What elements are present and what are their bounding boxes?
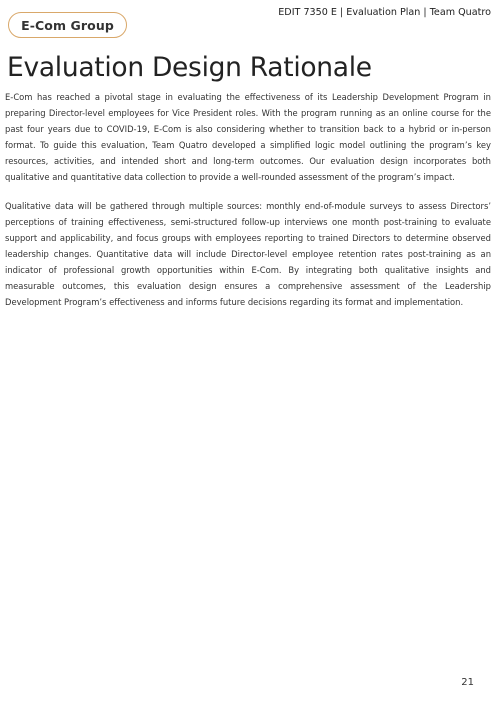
paragraph-data-collection: Qualitative data will be gathered through multiple sources: monthly end-of-module surveys to assess Directors’ perceptions of training effectiveness, semi-structured follow-up interviews one month post-training to evaluate support and applicability, and focus groups with employees reporting to trained Directors to determine observed leadership changes. Quantitative data will include Director-level employee retention rates post-training as an indicator of professional growth opportunities within E-Com. By integrating both qualitative insights and measurable outcomes, this evaluation design ensures a comprehensive assessment of the Leadership Development Program’s effectiveness and informs future decisions regarding its format and implementation. [5,201,491,307]
course-header-note: EDIT 7350 E | Evaluation Plan | Team Quatro [278,7,491,18]
page-number: 21 [461,677,474,688]
body-text [5,90,491,325]
group-badge: E-Com Group [8,12,127,38]
paragraph-intro: E-Com has reached a pivotal stage in evaluating the effectiveness of its Leadership Development Program in preparing Director-level employees for Vice President roles. With the program running as an online course for the past four years due to COVID-19, E-Com is also considering whether to transition back to a hybrid or in-person format. To guide this evaluation, Team Quatro developed a simplified logic model outlining the program’s key resources, activities, and intended short and long-term outcomes. Our evaluation design incorporates both qualitative and quantitative data collection to provide a well-rounded assessment of the program’s impact. [5,92,491,182]
page-title: Evaluation Design Rationale [7,52,372,83]
